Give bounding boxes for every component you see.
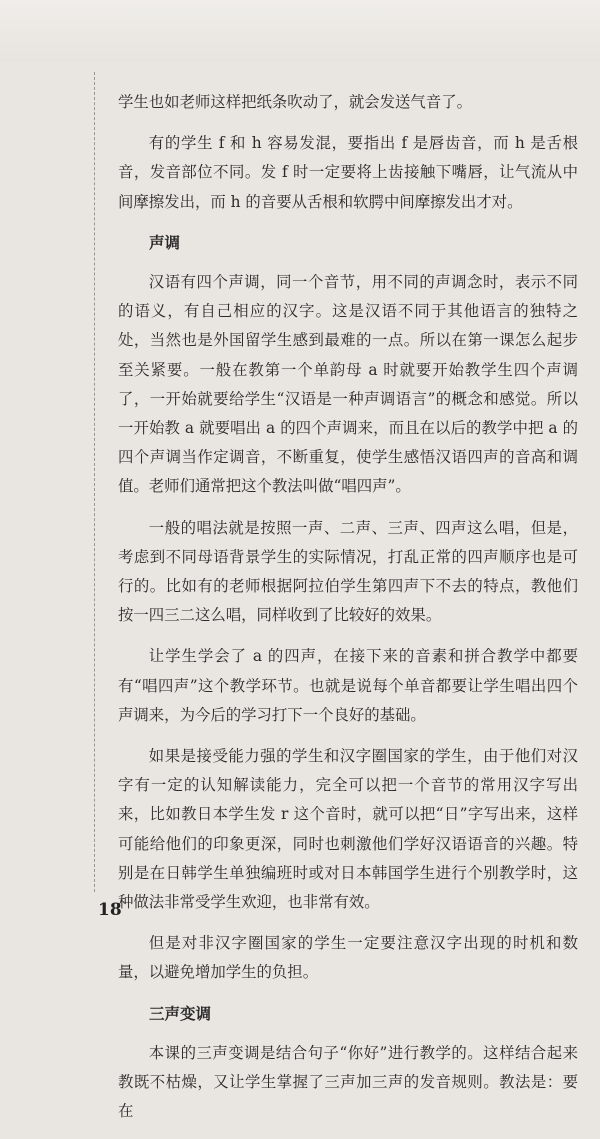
scan-top-shadow xyxy=(0,0,600,62)
paragraph-tones-intro: 汉语有四个声调，同一个音节，用不同的声调念时，表示不同的语义，有自己相应的汉字。这是汉语不同于其他语言的独特之处，当然也是外国留学生感到最难的一点。所以在第一课怎么起步至关紧要。一般在教第一个单韵母 a 时就要开始教学生四个声调了，一开始就要给学生“汉语是一种声调语言”的概念和感觉。所以一开始教 a 就要唱出 a 的四个声调来，而且在以后的教学中把 a 的四个声调当作定调音，不断重复，使学生感悟汉语四声的音高和调值。老师们通常把这个教法叫做“唱四声”。 xyxy=(118,273,578,496)
page-number: 18 xyxy=(98,900,122,920)
margin-dashed-rule xyxy=(94,72,95,892)
section-heading-tones: 声调 xyxy=(149,233,181,252)
paragraph-hanzi-circle: 如果是接受能力强的学生和汉字圈国家的学生，由于他们对汉字有一定的认知解读能力，完全可以把一个音节的常用汉字写出来，比如教日本学生发 r 这个音时，就可以把“日”字写出来，这样可能给他们的印象更深，同时也刺激他们学好汉语语音的兴趣。特别是在日韩学生单独编班时或对日本韩国学生进行个别教学时，这种做法非常受学生欢迎，也非常有效。 xyxy=(118,747,578,912)
section-heading-third-tone-sandhi: 三声变调 xyxy=(149,1004,212,1023)
paragraph-non-hanzi: 但是对非汉字圈国家的学生一定要注意汉字出现的时机和数量，以避免增加学生的负担。 xyxy=(118,934,578,982)
paragraph-tone-order: 一般的唱法就是按照一声、二声、三声、四声这么唱，但是，考虑到不同母语背景学生的实际情况，打乱正常的四声顺序也是可行的。比如有的老师根据阿拉伯学生第四声下不去的特点，教他们按一四三二这么唱，同样收到了比较好的效果。 xyxy=(118,518,578,625)
paragraph-continued: 学生也如老师这样把纸条吹动了，就会发送气音了。 xyxy=(118,93,472,111)
page-body xyxy=(118,88,578,1139)
paragraph-sing-four-tones: 让学生学会了 a 的四声，在接下来的音素和拼合教学中都要有“唱四声”这个教学环节。也就是说每个单音都要让学生唱出四个声调来，为今后的学习打下一个良好的基础。 xyxy=(118,647,578,724)
paragraph-f-h: 有的学生 f 和 h 容易发混，要指出 f 是唇齿音，而 h 是舌根音，发音部位不同。发 f 时一定要将上齿接触下嘴唇，让气流从中间摩擦发出，而 h 的音要从舌根和软腭中间摩擦发出才对。 xyxy=(118,134,578,211)
paragraph-sandhi: 本课的三声变调是结合句子“你好”进行教学的。这样结合起来教既不枯燥，又让学生掌握了三声加三声的发音规则。教法是：要在 xyxy=(118,1043,578,1121)
